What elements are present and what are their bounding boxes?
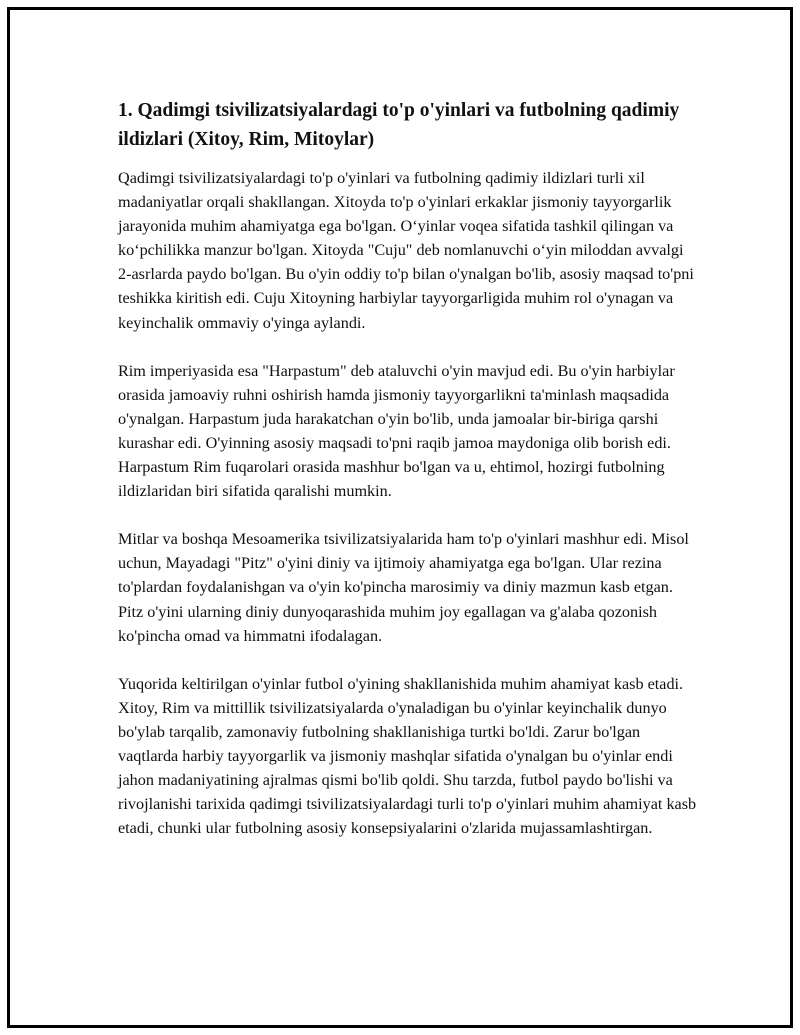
paragraph-mesoamerica: Mitlar va boshqa Mesoamerika tsivilizatsiyalarida ham to'p o'yinlari mashhur edi. Misol uchun, Mayadagi "Pitz" o'yini diniy va ijtimoiy ahamiyatga ega bo'lgan. Ular rezina to'plardan foydalanishgan va o'yin ko'pincha marosimiy va diniy mazmun kasb etgan. Pitz o'yini ularning diniy dunyoqarashida muhim joy egallagan va g'alaba qozonish ko'pincha omad va himmatni ifodalagan. [118,530,689,645]
paragraph-china: Qadimgi tsivilizatsiyalardagi to'p o'yinlari va futbolning qadimiy ildizlari turli xil madaniyatlar orqali shakllangan. Xitoyda to'p o'yinlari erkaklar jismoniy tayyorgarlik jarayonida muhim ahamiyatga ega bo'lgan. O‘yinlar voqea sifatida tashkil qilingan va ko‘pchilikka manzur bo'lgan. Xitoyda "Cuju" deb nomlanuvchi o‘yin miloddan avvalgi 2-asrlarda paydo bo'lgan. Bu o'yin oddiy to'p bilan o'ynalgan bo'lib, asosiy maqsad to'pni teshikka kiritish edi. Cuju Xitoyning harbiylar tayyorgarligida muhim rol o'ynagan va keyinchalik ommaviy o'yinga aylandi. [118,169,694,332]
section-heading: 1. Qadimgi tsivilizatsiyalardagi to'p o'yinlari va futbolning qadimiy ildizlari (Xitoy, Rim, Mitoylar) [118,100,680,150]
document-content [118,96,700,864]
page-frame [7,7,793,1028]
paragraph-conclusion: Yuqorida keltirilgan o'yinlar futbol o'yining shakllanishida muhim ahamiyat kasb etadi. Xitoy, Rim va mittillik tsivilizatsiyalarda o'ynaladigan bu o'yinlar keyinchalik dunyo bo'ylab tarqalib, zamonaviy futbolning shakllanishiga turtki bo'ldi. Zarur bo'lgan vaqtlarda harbiy tayyorgarlik va jismoniy mashqlar sifatida o'ynalgan bu o'yinlar endi jahon madaniyatining ajralmas qismi bo'lib qoldi. Shu tarzda, futbol paydo bo'lishi va rivojlanishi tarixida qadimgi tsivilizatsiyalardagi turli to'p o'yinlari muhim ahamiyat kasb etadi, chunki ular futbolning asosiy konsepsiyalarini o'zlarida mujassamlashtirgan. [118,674,697,838]
paragraph-rome: Rim imperiyasida esa "Harpastum" deb ataluvchi o'yin mavjud edi. Bu o'yin harbiylar orasida jamoaviy ruhni oshirish hamda jismoniy tayyorgarlikni ta'minlash maqsadida o'ynalgan. Harpastum juda harakatchan o'yin bo'lib, unda jamoalar bir-biriga qarshi kurashar edi. O'yinning asosiy maqsadi to'pni raqib jamoa maydoniga olib borish edi. Harpastum Rim fuqarolari orasida mashhur bo'lgan va u, ehtimol, hozirgi futbolning ildizlaridan biri sifatida qaralishi mumkin. [118,361,675,501]
